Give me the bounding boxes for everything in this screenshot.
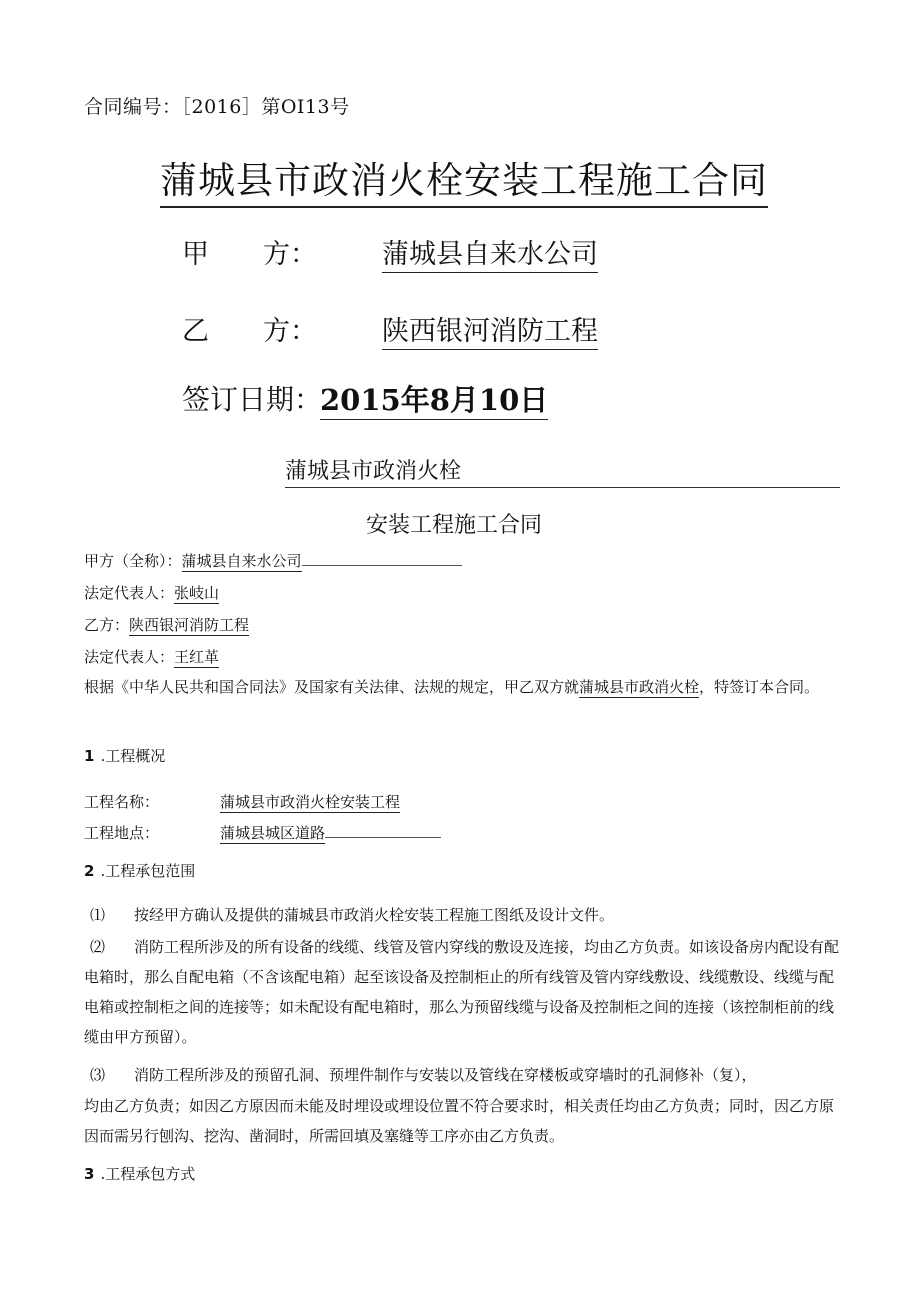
contract-number: 合同编号：［2016］第OI13号 <box>84 96 350 118</box>
item-1-number: ⑴ <box>90 906 106 924</box>
rep-b-row <box>84 646 219 667</box>
project-site-value: 蒲城县城区道路 <box>220 824 326 842</box>
item-3-number: ⑶ <box>90 1066 106 1084</box>
section-1-title: .工程概况 <box>100 747 166 765</box>
project-name-value: 蒲城县市政消火栓安装工程 <box>220 793 401 811</box>
scope-item-3-rest: 均由乙方负责；如因乙方原因而未能及时埋设或埋设位置不符合要求时，相关责任均由乙方负责；同时，因乙方原因而需另行刨沟、挖沟、凿洞时，所需回填及塞缝等工序亦由乙方负责。 <box>84 1097 835 1145</box>
party-a-label: 甲方（全称）： <box>84 552 182 570</box>
project-site-label: 工程地点： <box>84 824 160 842</box>
party-b-row <box>84 614 249 635</box>
item-1-text: 按经甲方确认及提供的蒲城县市政消火栓安装工程施工图纸及设计文件。 <box>134 906 615 924</box>
blank-line <box>302 551 462 566</box>
cover-party-a-label: 甲 方： <box>182 239 317 270</box>
section-2-heading <box>84 860 195 881</box>
section-3-heading <box>84 1163 195 1184</box>
party-a-value: 蒲城县自来水公司 <box>181 552 302 570</box>
title-rule <box>285 487 840 488</box>
cover-party-a-value: 蒲城县自来水公司 <box>382 232 598 273</box>
preamble-post: ，特签订本合同。 <box>699 678 820 696</box>
item-3-line1: 消防工程所涉及的预留孔洞、预埋件制作与安装以及管线在穿楼板或穿墙时的孔洞修补（复）， <box>134 1066 757 1084</box>
section-3-title: .工程承包方式 <box>100 1165 196 1183</box>
rep-a-row <box>84 582 219 603</box>
rep-b-value: 王红革 <box>174 648 220 666</box>
cover-party-b-label: 乙 方： <box>182 316 317 347</box>
body-title-line2: 安装工程施工合同 <box>366 513 543 538</box>
cover-title: 蒲城县市政消火栓安装工程施工合同 <box>160 150 768 208</box>
body-title-line1: 蒲城县市政消火栓 <box>285 459 462 484</box>
rep-b-label: 法定代表人： <box>84 648 175 666</box>
party-b-value: 陕西银河消防工程 <box>129 616 250 634</box>
party-b-label: 乙方： <box>84 616 130 634</box>
section-1-number: 1 <box>84 747 95 765</box>
project-name-row <box>84 791 400 812</box>
section-2-title: .工程承包范围 <box>100 862 196 880</box>
cover-party-b-value: 陕西银河消防工程 <box>382 309 598 350</box>
scope-item-2 <box>84 932 844 1052</box>
section-2-number: 2 <box>84 862 95 880</box>
rep-a-label: 法定代表人： <box>84 584 175 602</box>
section-3-number: 3 <box>84 1165 95 1183</box>
party-a-row <box>84 550 462 571</box>
blank-line <box>325 823 441 838</box>
project-site-row <box>84 822 441 843</box>
section-1-heading <box>84 745 165 766</box>
scope-item-1 <box>84 900 844 930</box>
preamble-pre: 根据《中华人民共和国合同法》及国家有关法律、法规的规定，甲乙双方就 <box>84 678 580 696</box>
sign-date-label: 签订日期： <box>182 383 323 416</box>
sign-date-value: 2015年8月10日 <box>320 378 548 420</box>
item-2-number: ⑵ <box>90 938 106 956</box>
scope-item-3-line1 <box>84 1060 844 1090</box>
rep-a-value: 张岐山 <box>174 584 220 602</box>
preamble <box>84 672 844 702</box>
preamble-project: 蒲城县市政消火栓 <box>579 678 700 696</box>
item-2-text: 消防工程所涉及的所有设备的线缆、线管及管内穿线的敷设及连接，均由乙方负责。如该设备房内配设有配电箱时，那么自配电箱（不含该配电箱）起至该设备及控制柜止的所有线管及管内穿线敷设、线缆敷设、线缆与配电箱或控制柜之间的连接等；如未配设有配电箱时，那么为预留线缆与设备及控制柜之间的连接（该控制柜前的线缆由甲方预留）。 <box>84 938 840 1046</box>
project-name-label: 工程名称： <box>84 793 160 811</box>
